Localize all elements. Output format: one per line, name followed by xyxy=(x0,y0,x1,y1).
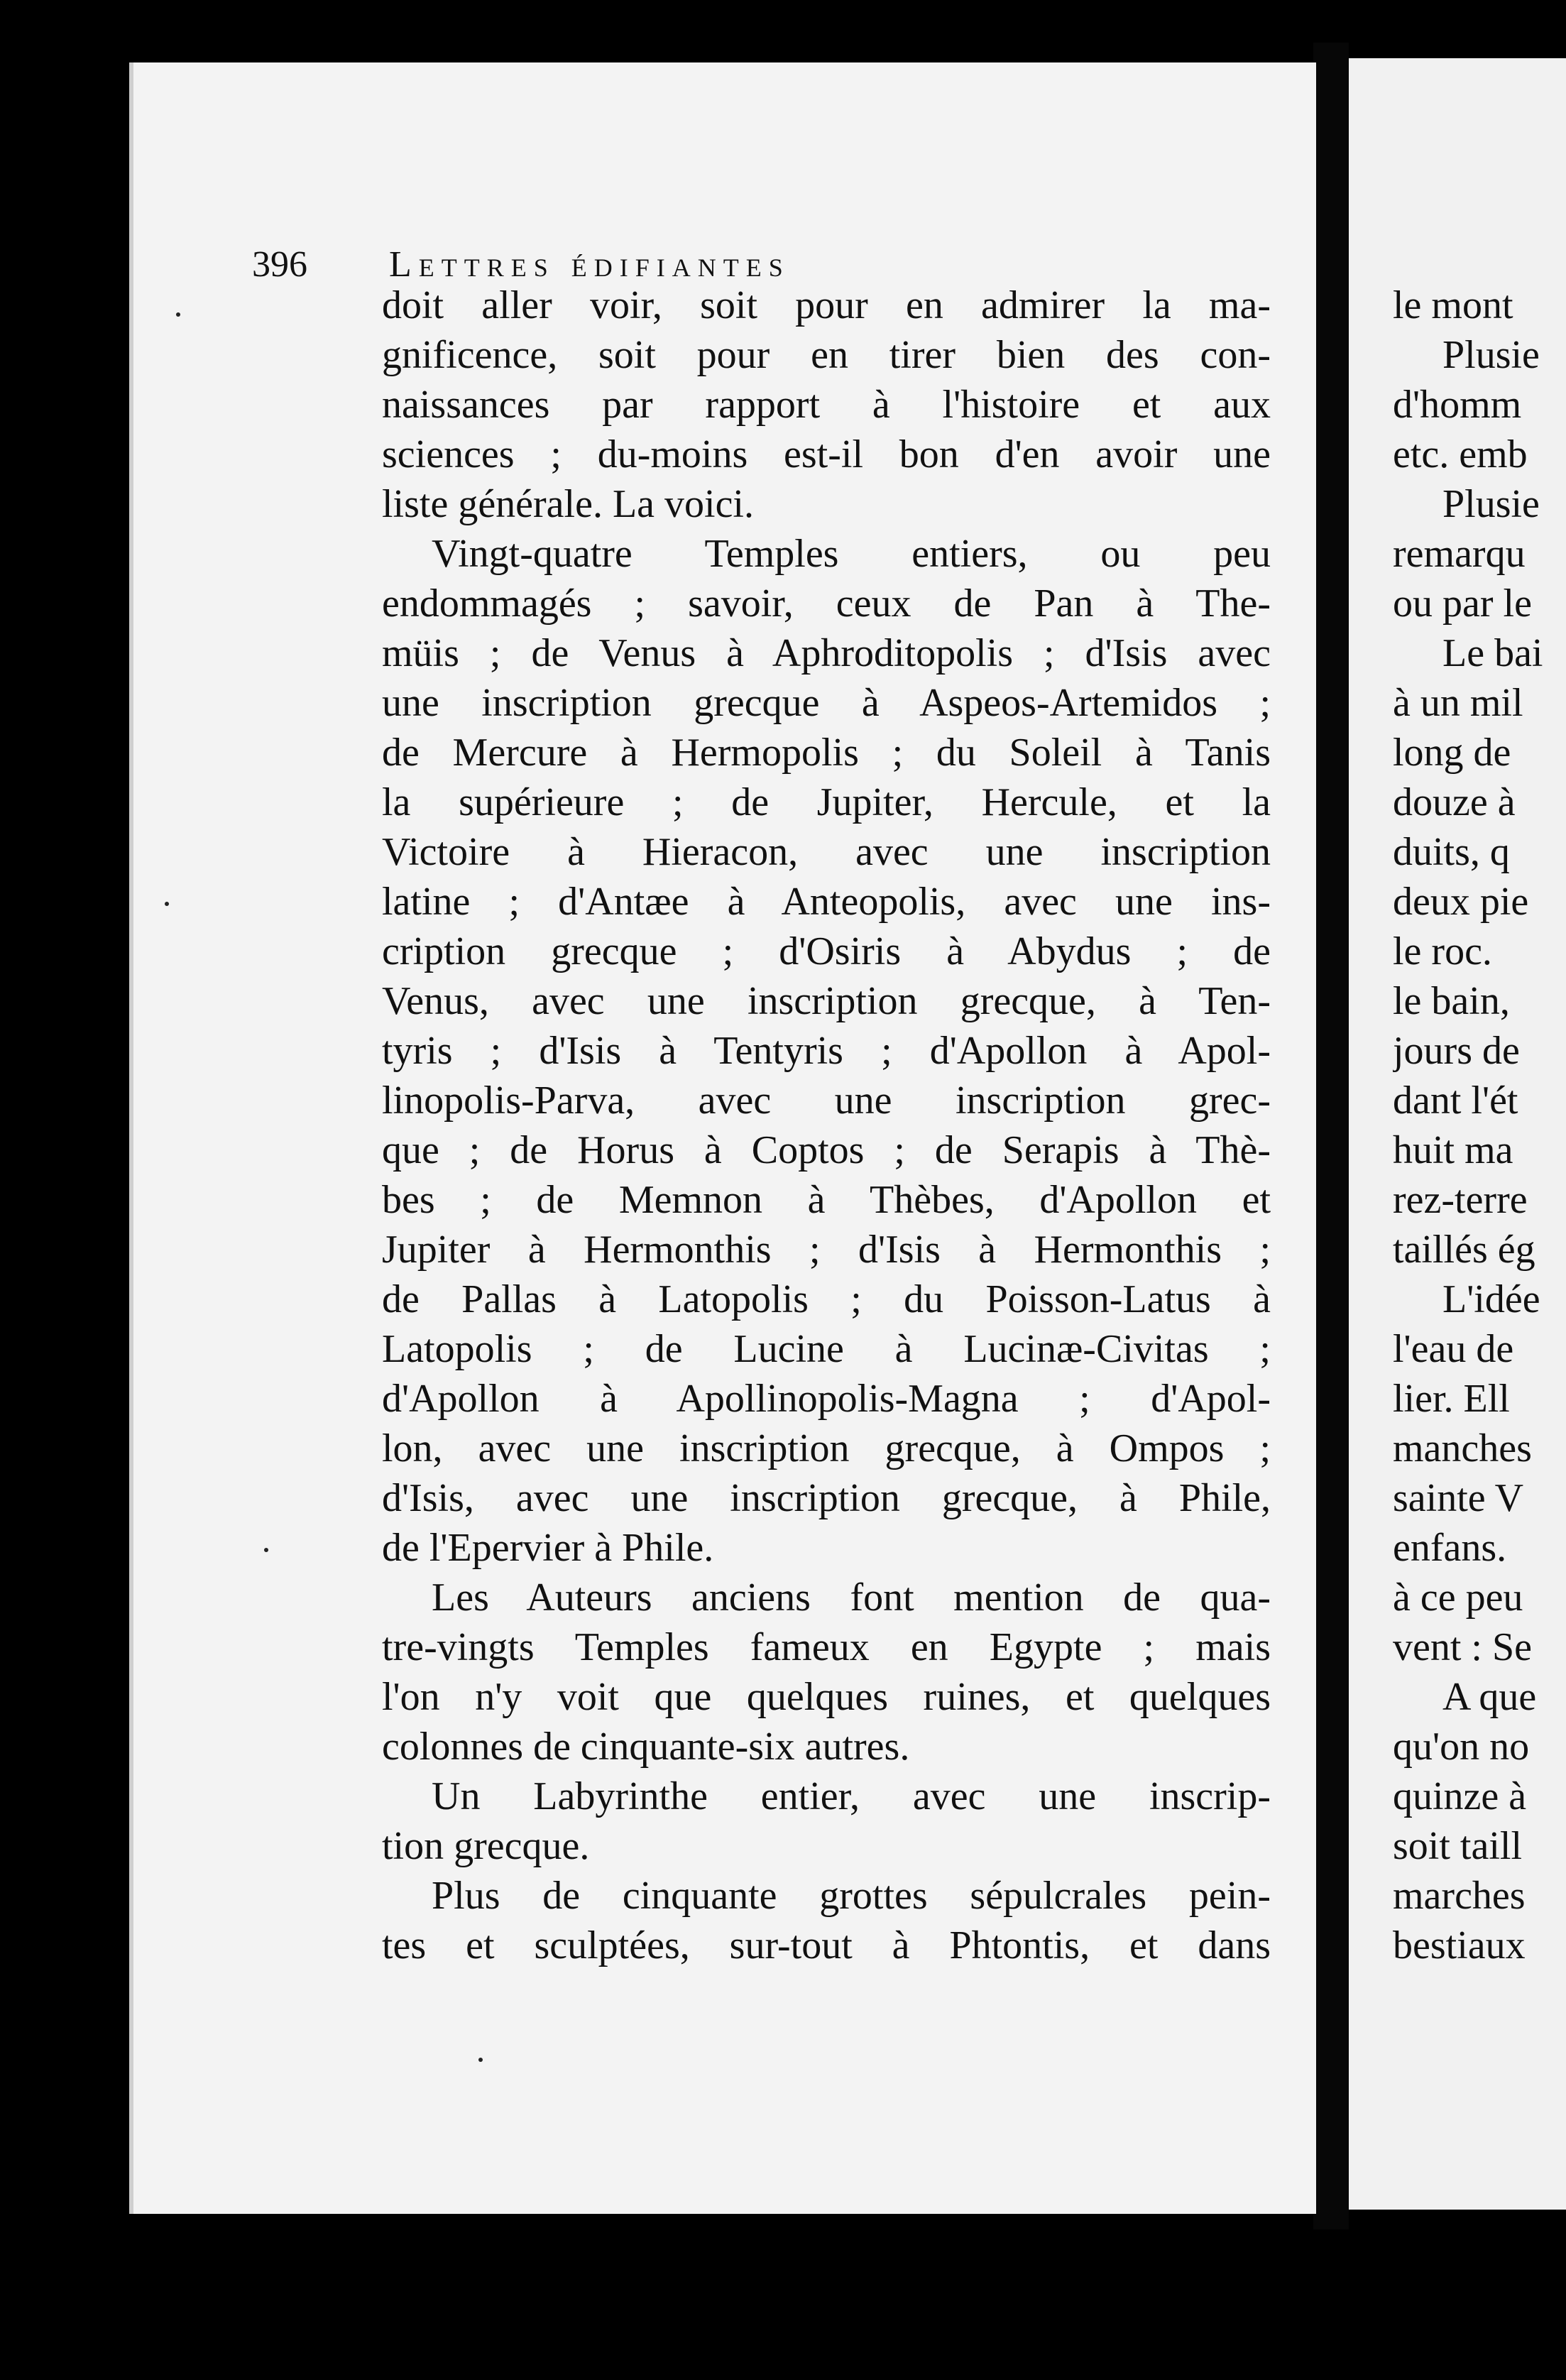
text-line: A que xyxy=(1442,1675,1537,1719)
text-line: manches xyxy=(1393,1426,1532,1470)
text-line: une inscription grecque à Aspeos-Artemidos ; xyxy=(382,681,1271,725)
text-line: Latopolis ; de Lucine à Lucinæ-Civitas ; xyxy=(382,1327,1271,1371)
paper-speck xyxy=(176,312,180,317)
text-line: liste générale. La voici. xyxy=(382,482,754,526)
text-line: Plus de cinquante grottes sépulcrales pein- xyxy=(432,1874,1271,1918)
text-line: taillés ég xyxy=(1393,1228,1535,1272)
text-line: deux pie xyxy=(1393,880,1529,924)
text-line: l'on n'y voit que quelques ruines, et quelques xyxy=(382,1675,1271,1719)
text-line: Les Auteurs anciens font mention de qua- xyxy=(432,1576,1271,1620)
text-line: à ce peu xyxy=(1393,1576,1523,1620)
text-line: de Pallas à Latopolis ; du Poisson-Latus à xyxy=(382,1277,1271,1321)
text-line: la supérieure ; de Jupiter, Hercule, et la xyxy=(382,780,1271,824)
text-line: d'Isis, avec une inscription grecque, à Phile, xyxy=(382,1476,1271,1520)
running-title: Lettres édifiantes xyxy=(389,244,790,285)
text-line: de l'Epervier à Phile. xyxy=(382,1526,714,1570)
text-line: soit taill xyxy=(1393,1824,1522,1868)
text-line: Jupiter à Hermonthis ; d'Isis à Hermonthis ; xyxy=(382,1228,1271,1272)
text-line: tyris ; d'Isis à Tentyris ; d'Apollon à Apol- xyxy=(382,1029,1271,1073)
paper-speck xyxy=(264,1548,268,1552)
text-line: ou par le xyxy=(1393,582,1532,626)
text-line: l'eau de xyxy=(1393,1327,1514,1371)
text-line: d'homm xyxy=(1393,383,1522,427)
text-line: endommagés ; savoir, ceux de Pan à The- xyxy=(382,582,1271,626)
right-page-body-text xyxy=(1393,280,1566,1970)
text-line: le mont xyxy=(1393,283,1513,327)
paper-speck xyxy=(478,2058,483,2062)
text-line: rez-terre xyxy=(1393,1178,1528,1222)
text-line: bes ; de Memnon à Thèbes, d'Apollon et xyxy=(382,1178,1271,1222)
text-line: enfans. xyxy=(1393,1526,1507,1570)
text-line: huit ma xyxy=(1393,1128,1513,1172)
text-line: à un mil xyxy=(1393,681,1523,725)
text-line: sciences ; du-moins est-il bon d'en avoir une xyxy=(382,432,1271,476)
text-line: que ; de Horus à Coptos ; de Serapis à Thè- xyxy=(382,1128,1271,1172)
text-line: duits, q xyxy=(1393,830,1510,874)
page-number: 396 xyxy=(252,244,307,285)
text-line: Victoire à Hieracon, avec une inscription xyxy=(382,830,1271,874)
text-line: naissances par rapport à l'histoire et aux xyxy=(382,383,1271,427)
text-line: müis ; de Venus à Aphroditopolis ; d'Isis avec xyxy=(382,631,1271,675)
text-line: jours de xyxy=(1393,1029,1520,1073)
text-line: Plusie xyxy=(1442,482,1540,526)
text-line: linopolis-Parva, avec une inscription grec- xyxy=(382,1079,1271,1123)
text-line: long de xyxy=(1393,731,1511,775)
text-line: remarqu xyxy=(1393,532,1526,576)
text-line: latine ; d'Antæe à Anteopolis, avec une ins- xyxy=(382,880,1271,924)
text-line: lon, avec une inscription grecque, à Ompos ; xyxy=(382,1426,1271,1470)
text-line: tre-vingts Temples fameux en Egypte ; mais xyxy=(382,1625,1271,1669)
text-line: Venus, avec une inscription grecque, à Ten- xyxy=(382,979,1271,1023)
text-line: doit aller voir, soit pour en admirer la ma- xyxy=(382,283,1271,327)
text-line: Plusie xyxy=(1442,333,1540,377)
text-line: d'Apollon à Apollinopolis-Magna ; d'Apol- xyxy=(382,1377,1271,1421)
text-line: sainte V xyxy=(1393,1476,1524,1520)
text-line: douze à xyxy=(1393,780,1516,824)
text-line: dant l'ét xyxy=(1393,1079,1518,1123)
text-line: gnificence, soit pour en tirer bien des con- xyxy=(382,333,1271,377)
text-line: Un Labyrinthe entier, avec une inscrip- xyxy=(432,1774,1271,1818)
text-line: Le bai xyxy=(1442,631,1543,675)
text-line: colonnes de cinquante-six autres. xyxy=(382,1725,910,1769)
text-line: vent : Se xyxy=(1393,1625,1532,1669)
text-line: lier. Ell xyxy=(1393,1377,1510,1421)
text-line: etc. emb xyxy=(1393,432,1528,476)
text-line: cription grecque ; d'Osiris à Abydus ; de xyxy=(382,929,1271,973)
text-line: le roc. xyxy=(1393,929,1492,973)
text-line: quinze à xyxy=(1393,1774,1527,1818)
text-line: marches xyxy=(1393,1874,1526,1918)
book-gutter xyxy=(1313,43,1349,2229)
text-line: tion grecque. xyxy=(382,1824,590,1868)
text-line: bestiaux xyxy=(1393,1923,1526,1967)
text-line: qu'on no xyxy=(1393,1725,1530,1769)
paper-speck xyxy=(165,902,169,906)
text-line: Vingt-quatre Temples entiers, ou peu xyxy=(432,532,1271,576)
text-line: tes et sculptées, sur-tout à Phtontis, et dans xyxy=(382,1923,1271,1967)
text-line: L'idée xyxy=(1442,1277,1540,1321)
text-line: de Mercure à Hermopolis ; du Soleil à Tanis xyxy=(382,731,1271,775)
text-line: le bain, xyxy=(1393,979,1510,1023)
left-page-body-text xyxy=(382,280,1271,1970)
